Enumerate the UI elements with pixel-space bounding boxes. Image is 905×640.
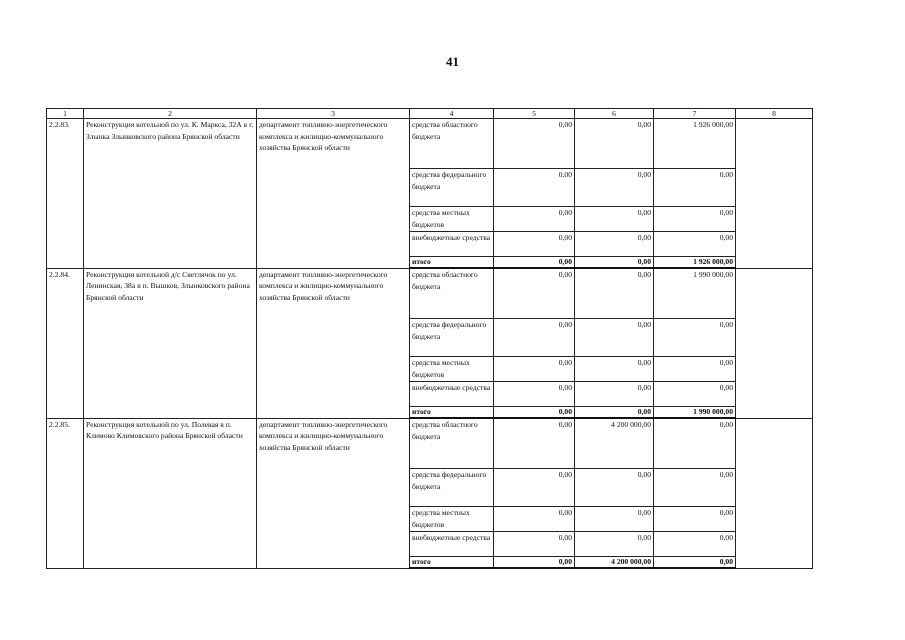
header-row [47,109,813,119]
col-8-cell [736,418,813,568]
funding-source: средства федерального бюджета [410,169,494,207]
value-col-6: 0,00 [575,469,654,507]
value-col-7: 0,00 [654,357,736,382]
table-row [47,119,813,169]
total-col-5: 0,00 [494,557,575,569]
value-col-6: 0,00 [575,507,654,532]
value-col-7: 1 926 000,00 [654,119,736,169]
value-col-5: 0,00 [494,319,575,357]
item-title: Реконструкция котельной по ул. Полевая в п. Климово Климовского района Брянской области [84,418,257,568]
total-label: итого [410,407,494,419]
total-col-7: 0,00 [654,557,736,569]
total-col-5: 0,00 [494,257,575,269]
value-col-6: 0,00 [575,207,654,232]
value-col-7: 0,00 [654,232,736,257]
value-col-5: 0,00 [494,507,575,532]
value-col-5: 0,00 [494,469,575,507]
value-col-5: 0,00 [494,268,575,319]
value-col-5: 0,00 [494,418,575,469]
table-row [47,418,813,469]
value-col-5: 0,00 [494,232,575,257]
item-title: Реконструкция котельной д/с Светлячок по ул. Ленинская, 38а в п. Вышков, Злынковского района Брянской области [84,268,257,418]
funding-source: средства областного бюджета [410,418,494,469]
value-col-7: 0,00 [654,382,736,407]
value-col-7: 0,00 [654,207,736,232]
item-index: 2.2.84. [47,268,84,418]
funding-source: средства местных бюджетов [410,357,494,382]
value-col-5: 0,00 [494,382,575,407]
value-col-7: 1 990 000,00 [654,268,736,319]
table-row [47,268,813,319]
value-col-5: 0,00 [494,357,575,382]
col-8-cell [736,268,813,418]
value-col-7: 0,00 [654,507,736,532]
item-index: 2.2.85. [47,418,84,568]
funding-source: средства областного бюджета [410,119,494,169]
total-col-6: 0,00 [575,257,654,269]
funding-source: средства местных бюджетов [410,207,494,232]
value-col-6: 0,00 [575,268,654,319]
header-col-4: 4 [410,109,494,119]
value-col-6: 0,00 [575,532,654,557]
value-col-6: 0,00 [575,382,654,407]
item-index: 2.2.83. [47,119,84,269]
total-col-7: 1 926 000,00 [654,257,736,269]
header-col-3: 3 [257,109,410,119]
value-col-6: 0,00 [575,232,654,257]
header-col-6: 6 [575,109,654,119]
value-col-5: 0,00 [494,532,575,557]
header-col-7: 7 [654,109,736,119]
total-col-7: 1 990 000,00 [654,407,736,419]
value-col-5: 0,00 [494,119,575,169]
value-col-7: 0,00 [654,418,736,469]
value-col-7: 0,00 [654,319,736,357]
funding-source: внебюджетные средства [410,382,494,407]
value-col-7: 0,00 [654,469,736,507]
total-col-6: 4 200 000,00 [575,557,654,569]
page-number: 41 [446,54,459,69]
item-department: департамент топливно-энергетического комплекса и жилищно-коммунального хозяйства Брянской области [257,418,410,568]
item-department: департамент топливно-энергетического комплекса и жилищно-коммунального хозяйства Брянской области [257,268,410,418]
value-col-6: 0,00 [575,169,654,207]
header-col-5: 5 [494,109,575,119]
funding-source: средства федерального бюджета [410,319,494,357]
header-col-8: 8 [736,109,813,119]
value-col-7: 0,00 [654,532,736,557]
funding-source: средства местных бюджетов [410,507,494,532]
item-department: департамент топливно-энергетического комплекса и жилищно-коммунального хозяйства Брянской области [257,119,410,269]
value-col-6: 0,00 [575,119,654,169]
funding-source: внебюджетные средства [410,532,494,557]
value-col-6: 0,00 [575,319,654,357]
col-8-cell [736,119,813,269]
budget-table [46,108,813,569]
funding-source: внебюджетные средства [410,232,494,257]
value-col-5: 0,00 [494,169,575,207]
value-col-6: 0,00 [575,357,654,382]
total-label: итого [410,557,494,569]
header-col-1: 1 [47,109,84,119]
item-title: Реконструкция котельной по ул. К. Маркса, 32А в г. Злынка Злынковского района Брянской области [84,119,257,269]
total-label: итого [410,257,494,269]
header-col-2: 2 [84,109,257,119]
value-col-7: 0,00 [654,169,736,207]
value-col-6: 4 200 000,00 [575,418,654,469]
total-col-5: 0,00 [494,407,575,419]
value-col-5: 0,00 [494,207,575,232]
funding-source: средства федерального бюджета [410,469,494,507]
funding-source: средства областного бюджета [410,268,494,319]
total-col-6: 0,00 [575,407,654,419]
